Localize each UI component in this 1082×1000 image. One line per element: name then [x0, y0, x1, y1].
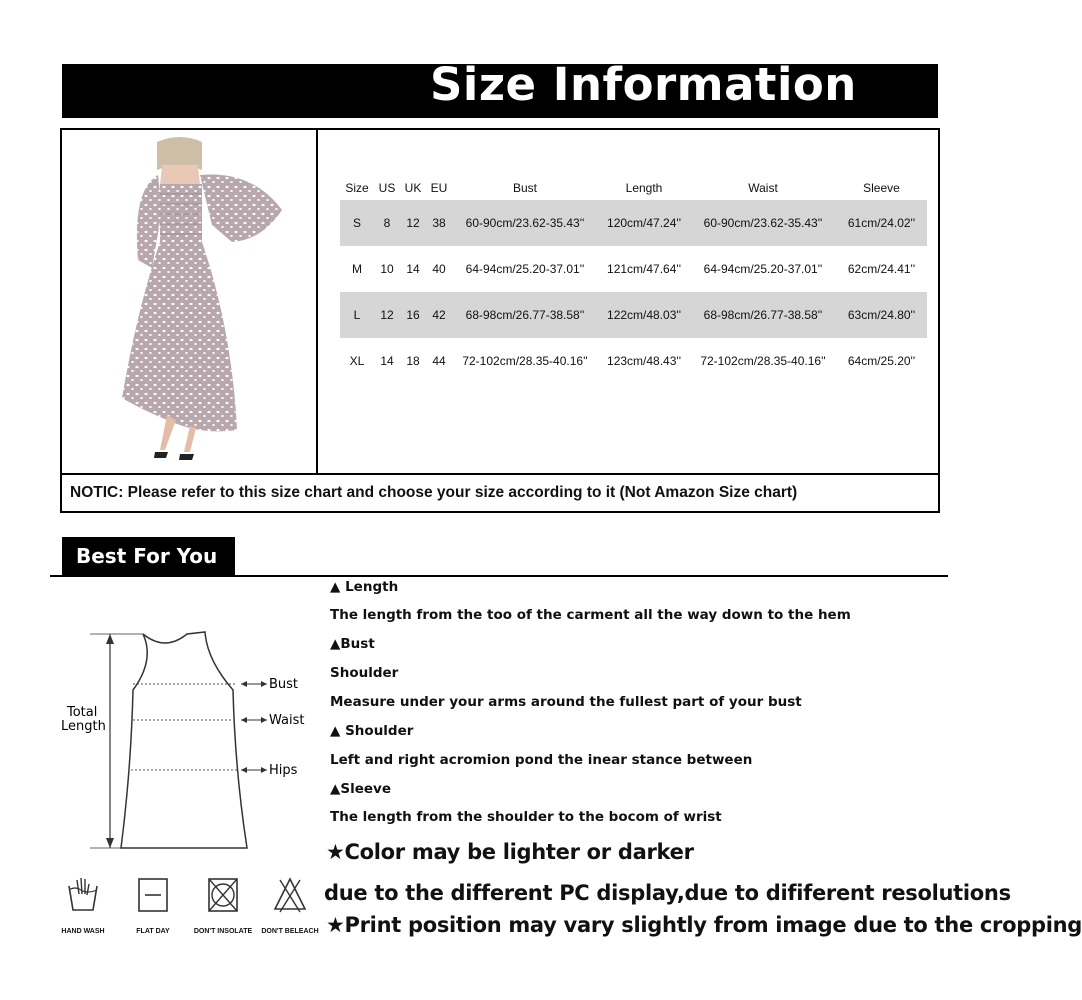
table-row: [340, 292, 927, 338]
cell-eu: 38: [426, 200, 452, 246]
cell-bust: 72-102cm/28.35-40.16'': [462, 354, 588, 368]
guide-bust-subheading: Shoulder: [330, 665, 399, 681]
col-length: Length: [625, 181, 663, 195]
col-uk: UK: [404, 181, 422, 195]
best-for-you-tab: Best For You: [62, 537, 235, 575]
cell-eu: 44: [432, 354, 446, 368]
do-not-bleach-icon: [272, 876, 308, 914]
cell-sleeve: 62cm/24.41'': [847, 262, 916, 276]
guide-sleeve-heading: ▲Sleeve: [330, 781, 392, 797]
page-title: Size Information: [430, 58, 857, 111]
care-label: DON'T BELEACH: [261, 928, 319, 935]
cell-length: 123cm/48.43'': [607, 354, 681, 368]
cell-waist: 72-102cm/28.35-40.16'': [700, 354, 826, 368]
care-label: DON'T INSOLATE: [193, 928, 253, 935]
cell-size: L: [340, 292, 374, 338]
care-do-not-bleach: [255, 876, 325, 935]
cell-eu: 40: [432, 262, 446, 276]
print-note: ★Print position may vary slightly from image due to the cropping: [326, 913, 1082, 937]
hips-label: Hips: [269, 763, 298, 778]
guide-sleeve-text: The length from the shoulder to the bocom of wrist: [330, 809, 722, 825]
table-row: [340, 246, 927, 292]
care-label: FLAT DAY: [136, 928, 170, 935]
hand-wash-icon: [65, 876, 101, 914]
guide-length-heading: ▲ Length: [330, 579, 399, 595]
cell-us: 8: [374, 200, 400, 246]
guide-bust-heading: ▲Bust: [330, 636, 375, 652]
measurement-diagram: [55, 620, 315, 860]
cell-size: XL: [349, 354, 365, 368]
col-waist: Waist: [748, 181, 778, 195]
color-note: ★Color may be lighter or darker: [326, 840, 694, 864]
dress-outline: [121, 632, 247, 848]
display-note: due to the different PC display,due to dififerent resolutions: [324, 881, 1011, 905]
size-table: [340, 176, 927, 384]
cell-uk: 12: [400, 200, 426, 246]
cell-size: S: [340, 200, 374, 246]
cell-waist: 64-94cm/25.20-37.01'': [703, 262, 823, 276]
cell-uk: 16: [400, 292, 426, 338]
do-not-tumble-icon: [205, 876, 241, 914]
cell-eu: 42: [426, 292, 452, 338]
cell-bust: 64-94cm/25.20-37.01'': [465, 262, 585, 276]
care-hand-wash: [48, 876, 118, 935]
cell-length: 122cm/48.03'': [598, 292, 690, 338]
cell-us: 12: [374, 292, 400, 338]
col-bust: Bust: [512, 181, 537, 195]
waist-label: Waist: [269, 713, 305, 728]
cell-bust: 68-98cm/26.77-38.58'': [452, 292, 598, 338]
bust-label: Bust: [269, 677, 299, 692]
cell-length: 121cm/47.64'': [607, 262, 681, 276]
cell-us: 10: [380, 262, 394, 276]
cell-sleeve: 64cm/25.20'': [847, 354, 916, 368]
table-row: [340, 338, 927, 384]
guide-length-text: The length from the too of the carment all the way down to the hem: [330, 607, 851, 623]
care-flat-dry: [118, 876, 188, 935]
cell-uk: 18: [406, 354, 420, 368]
guide-bust-text: Measure under your arms around the fullest part of your bust: [330, 694, 802, 710]
col-eu: EU: [430, 181, 448, 195]
cell-us: 14: [380, 354, 394, 368]
size-table-header: [340, 176, 927, 200]
flat-dry-icon: [135, 876, 171, 914]
cell-sleeve: 63cm/24.80'': [836, 292, 927, 338]
care-do-not-tumble: [188, 876, 258, 935]
col-us: US: [378, 181, 396, 195]
size-chart-box: [60, 128, 940, 513]
guide-shoulder-text: Left and right acromion pond the inear stance between: [330, 752, 753, 768]
table-row: [340, 200, 927, 246]
care-label: HAND WASH: [61, 928, 105, 935]
size-notice: NOTIC: Please refer to this size chart and choose your size according to it (Not Amazon Size chart): [62, 473, 938, 511]
col-sleeve: Sleeve: [863, 181, 900, 195]
cell-uk: 14: [406, 262, 420, 276]
section-divider: [50, 575, 948, 577]
cell-bust: 60-90cm/23.62-35.43'': [452, 200, 598, 246]
cell-size: M: [352, 262, 362, 276]
total-length-label-2: Length: [61, 719, 106, 734]
cell-waist: 68-98cm/26.77-38.58'': [690, 292, 836, 338]
guide-shoulder-heading: ▲ Shoulder: [330, 723, 414, 739]
cell-sleeve: 61cm/24.02'': [836, 200, 927, 246]
col-size: Size: [345, 181, 369, 195]
cell-length: 120cm/47.24'': [598, 200, 690, 246]
product-photo: [62, 130, 318, 473]
model-dress-illustration: [62, 130, 318, 473]
cell-waist: 60-90cm/23.62-35.43'': [690, 200, 836, 246]
total-length-label-1: Total: [67, 705, 98, 720]
